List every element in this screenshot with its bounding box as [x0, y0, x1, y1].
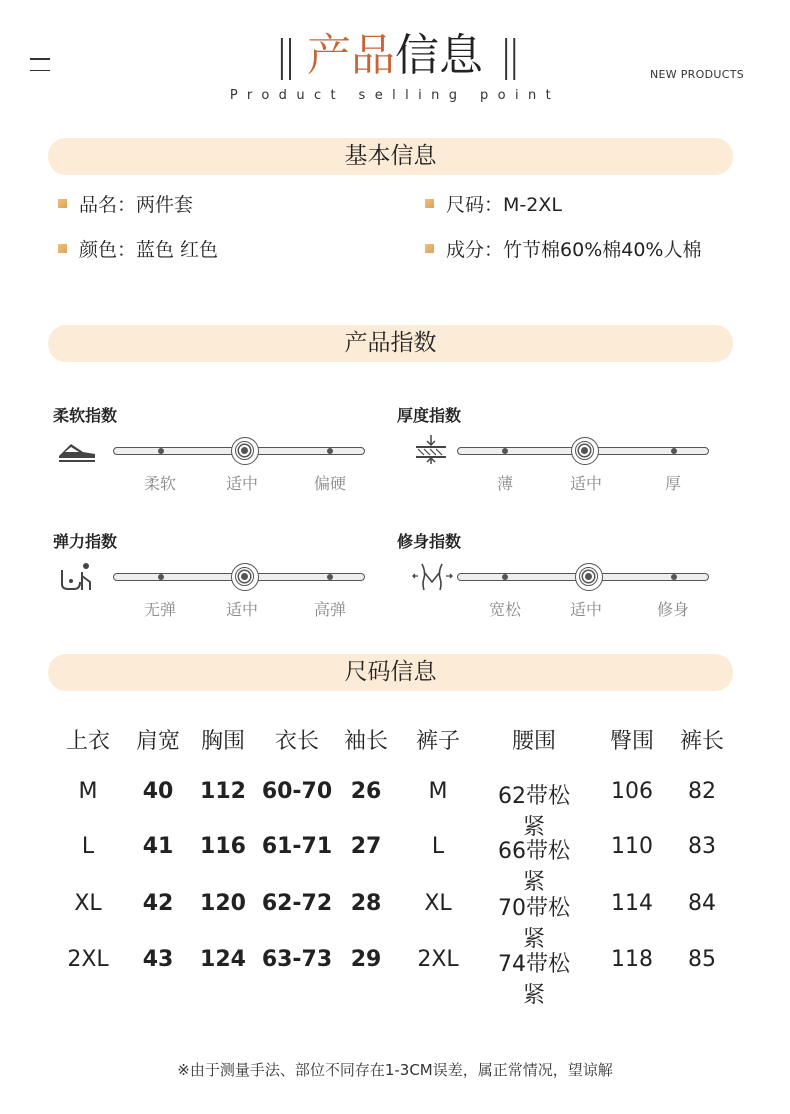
fit-dot [671, 574, 677, 580]
info-item-name: 品名：两件套 [58, 193, 193, 217]
size-table-cell: M [78, 779, 98, 804]
size-table-cell: XL [74, 891, 102, 916]
size-table-cell: 124 [200, 947, 246, 972]
size-table-cell: 112 [200, 779, 246, 804]
size-table-cell: 83 [688, 834, 716, 859]
softness-dot [327, 448, 333, 454]
softness-dot [158, 448, 164, 454]
fit-knob [575, 563, 603, 591]
size-table-cell: XL [424, 891, 452, 916]
info-item-composition: 成分：竹节棉60%棉40%人棉 [425, 238, 701, 262]
thickness-dot [671, 448, 677, 454]
size-table-cell: 60-70 [261, 779, 333, 804]
thickness-tick: 适中 [569, 474, 602, 493]
size-table-cell: 74带松紧 [498, 952, 570, 1008]
title-bars-left: || [274, 31, 291, 80]
size-header-cell: 胸围 [200, 729, 245, 754]
size-header-cell: 上衣 [65, 729, 110, 754]
softness-label: 柔软指数 [53, 406, 118, 425]
fit-tick: 宽松 [488, 600, 521, 619]
size-table-cell: 63-73 [261, 947, 333, 972]
bullet-icon [425, 199, 434, 208]
elasticity-dot [158, 574, 164, 580]
size-table-cell: 26 [350, 779, 382, 804]
size-table-cell: 62带松紧 [498, 784, 570, 840]
thickness-tick: 厚 [664, 474, 681, 493]
softness-tick: 偏硬 [313, 474, 346, 493]
thickness-label: 厚度指数 [397, 406, 462, 425]
size-table-cell: L [81, 834, 95, 859]
elasticity-knob [231, 563, 259, 591]
fit-tick: 适中 [569, 600, 602, 619]
size-table-cell: 84 [688, 891, 716, 916]
title-part2: 信息 [395, 30, 483, 81]
product-index-header: 产品指数 [48, 325, 733, 362]
size-table-cell: 82 [688, 779, 716, 804]
bullet-icon [425, 244, 434, 253]
title-part1: 产品 [307, 30, 395, 81]
elasticity-tick: 高弹 [313, 600, 346, 619]
thickness-knob [571, 437, 599, 465]
size-table-cell: 43 [142, 947, 174, 972]
basic-info-header: 基本信息 [48, 138, 733, 175]
size-table-cell: M [428, 779, 448, 804]
size-table-cell: 40 [142, 779, 174, 804]
size-table-cell: 85 [688, 947, 716, 972]
footnote: ※由于测量手法、部位不同存在1-3CM误差，属正常情况，望谅解 [177, 1061, 613, 1079]
size-header-cell: 裤子 [415, 729, 460, 754]
size-header-cell: 肩宽 [135, 729, 180, 754]
size-table-cell: L [431, 834, 445, 859]
thickness-tick: 薄 [496, 474, 513, 493]
elasticity-dot [327, 574, 333, 580]
fit-tick: 修身 [656, 600, 689, 619]
shoe-icon [57, 436, 99, 466]
fit-dot [502, 574, 508, 580]
fit-icon [412, 562, 454, 592]
elasticity-tick: 适中 [225, 600, 258, 619]
new-products-label: NEW PRODUCTS [650, 68, 744, 81]
title-bars-right: || [499, 31, 516, 80]
size-table-cell: 42 [142, 891, 174, 916]
size-header-cell: 腰围 [511, 729, 556, 754]
size-table-cell: 120 [200, 891, 246, 916]
stretch-icon [58, 562, 100, 592]
thickness-dot [502, 448, 508, 454]
size-table-cell: 118 [611, 947, 653, 972]
size-table-cell: 27 [350, 834, 382, 859]
size-table-cell: 110 [611, 834, 653, 859]
size-table-cell: 116 [200, 834, 246, 859]
bullet-icon [58, 199, 67, 208]
size-table-cell: 61-71 [261, 834, 333, 859]
page-subtitle: Product selling point [229, 88, 561, 103]
size-header-cell: 臀围 [609, 729, 654, 754]
info-item-size: 尺码：M-2XL [425, 193, 562, 217]
size-header-cell: 袖长 [343, 729, 388, 754]
size-info-header: 尺码信息 [48, 654, 733, 691]
size-table-cell: 106 [611, 779, 653, 804]
thickness-icon [410, 434, 452, 464]
softness-tick: 适中 [225, 474, 258, 493]
size-table-cell: 114 [611, 891, 653, 916]
info-item-color: 颜色：蓝色 红色 [58, 238, 218, 262]
size-table-cell: 41 [142, 834, 174, 859]
size-header-cell: 裤长 [679, 729, 724, 754]
size-table-cell: 62-72 [261, 891, 333, 916]
bullet-icon [58, 244, 67, 253]
elasticity-tick: 无弹 [143, 600, 176, 619]
elasticity-label: 弹力指数 [53, 532, 118, 551]
size-table-cell: 28 [350, 891, 382, 916]
fit-label: 修身指数 [397, 532, 462, 551]
size-table-cell: 29 [350, 947, 382, 972]
size-header-cell: 衣长 [274, 729, 319, 754]
size-table-cell: 2XL [67, 947, 109, 972]
size-table-cell: 2XL [417, 947, 459, 972]
softness-knob [231, 437, 259, 465]
size-table-cell: 66带松紧 [498, 839, 570, 895]
softness-tick: 柔软 [143, 474, 176, 493]
size-table-cell: 70带松紧 [498, 896, 570, 952]
